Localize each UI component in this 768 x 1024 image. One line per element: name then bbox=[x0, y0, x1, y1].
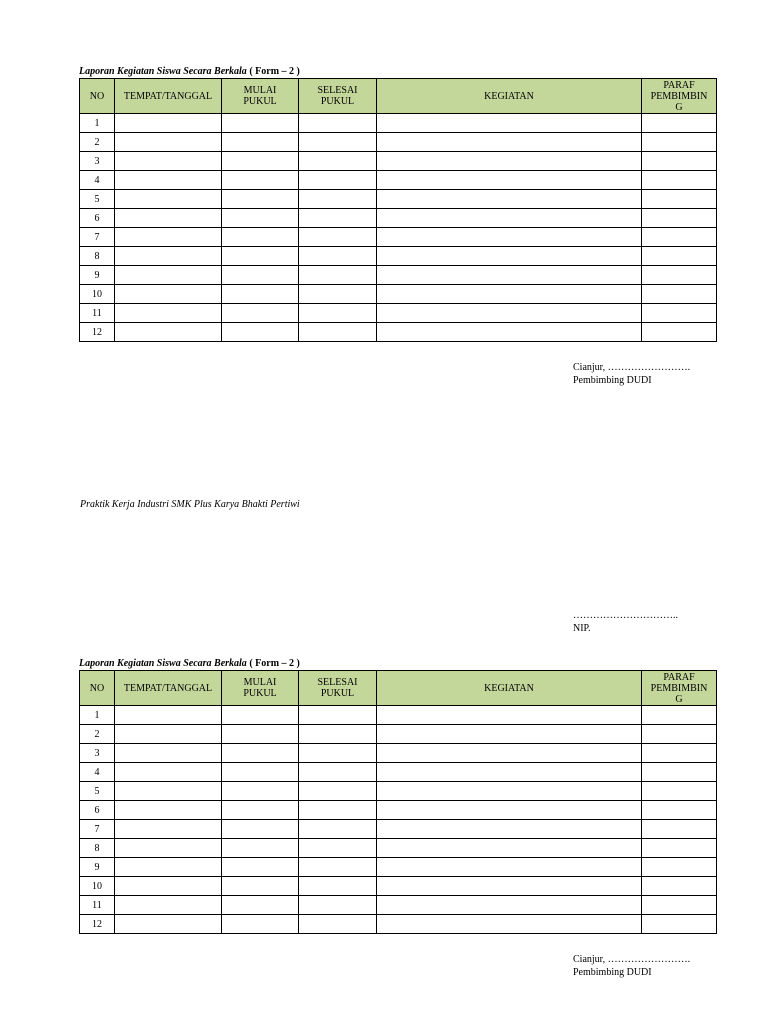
table-row bbox=[80, 266, 717, 285]
signature-name-line: ………………………….. bbox=[573, 610, 678, 621]
cell-kegiatan[interactable] bbox=[377, 247, 642, 266]
table-row bbox=[80, 877, 717, 896]
cell-tempat-tanggal[interactable] bbox=[115, 782, 222, 801]
footer-note: Praktik Kerja Industri SMK Plus Karya Bhakti Pertiwi bbox=[80, 499, 300, 510]
cell-no: 6 bbox=[80, 209, 115, 228]
cell-tempat-tanggal[interactable] bbox=[115, 763, 222, 782]
cell-kegiatan[interactable] bbox=[377, 801, 642, 820]
place-date-line: Cianjur, ……………………. bbox=[573, 954, 691, 965]
activity-table bbox=[79, 670, 717, 934]
cell-mulai-pukul[interactable] bbox=[222, 877, 299, 896]
cell-kegiatan[interactable] bbox=[377, 744, 642, 763]
cell-paraf[interactable] bbox=[642, 133, 717, 152]
cell-no: 5 bbox=[80, 782, 115, 801]
cell-no: 5 bbox=[80, 190, 115, 209]
cell-kegiatan[interactable] bbox=[377, 152, 642, 171]
cell-no: 4 bbox=[80, 763, 115, 782]
cell-paraf[interactable] bbox=[642, 114, 717, 133]
table-header-row bbox=[80, 671, 717, 706]
header-no: NO bbox=[80, 671, 115, 706]
table-row bbox=[80, 744, 717, 763]
cell-paraf[interactable] bbox=[642, 228, 717, 247]
header-kegiatan: KEGIATAN bbox=[377, 671, 642, 706]
cell-tempat-tanggal[interactable] bbox=[115, 323, 222, 342]
cell-kegiatan[interactable] bbox=[377, 285, 642, 304]
cell-selesai-pukul[interactable] bbox=[299, 285, 377, 304]
cell-tempat-tanggal[interactable] bbox=[115, 820, 222, 839]
cell-kegiatan[interactable] bbox=[377, 896, 642, 915]
cell-selesai-pukul[interactable] bbox=[299, 801, 377, 820]
cell-kegiatan[interactable] bbox=[377, 782, 642, 801]
cell-mulai-pukul[interactable] bbox=[222, 896, 299, 915]
cell-tempat-tanggal[interactable] bbox=[115, 858, 222, 877]
cell-mulai-pukul[interactable] bbox=[222, 725, 299, 744]
cell-paraf[interactable] bbox=[642, 171, 717, 190]
cell-selesai-pukul[interactable] bbox=[299, 839, 377, 858]
cell-kegiatan[interactable] bbox=[377, 877, 642, 896]
cell-tempat-tanggal[interactable] bbox=[115, 304, 222, 323]
cell-paraf[interactable] bbox=[642, 190, 717, 209]
cell-no: 9 bbox=[80, 858, 115, 877]
cell-paraf[interactable] bbox=[642, 877, 717, 896]
cell-mulai-pukul[interactable] bbox=[222, 763, 299, 782]
cell-tempat-tanggal[interactable] bbox=[115, 877, 222, 896]
cell-selesai-pukul[interactable] bbox=[299, 133, 377, 152]
cell-tempat-tanggal[interactable] bbox=[115, 190, 222, 209]
cell-no: 2 bbox=[80, 725, 115, 744]
cell-mulai-pukul[interactable] bbox=[222, 915, 299, 934]
cell-mulai-pukul[interactable] bbox=[222, 209, 299, 228]
header-selesai-pukul: SELESAI PUKUL bbox=[299, 79, 377, 114]
cell-paraf[interactable] bbox=[642, 209, 717, 228]
table-row bbox=[80, 915, 717, 934]
cell-selesai-pukul[interactable] bbox=[299, 171, 377, 190]
cell-mulai-pukul[interactable] bbox=[222, 285, 299, 304]
cell-tempat-tanggal[interactable] bbox=[115, 896, 222, 915]
cell-selesai-pukul[interactable] bbox=[299, 706, 377, 725]
cell-selesai-pukul[interactable] bbox=[299, 152, 377, 171]
cell-mulai-pukul[interactable] bbox=[222, 247, 299, 266]
form-section-1 bbox=[79, 66, 716, 342]
cell-no: 8 bbox=[80, 839, 115, 858]
cell-paraf[interactable] bbox=[642, 266, 717, 285]
cell-mulai-pukul[interactable] bbox=[222, 266, 299, 285]
cell-kegiatan[interactable] bbox=[377, 114, 642, 133]
cell-selesai-pukul[interactable] bbox=[299, 782, 377, 801]
cell-paraf[interactable] bbox=[642, 744, 717, 763]
cell-kegiatan[interactable] bbox=[377, 209, 642, 228]
table-header-row bbox=[80, 79, 717, 114]
cell-tempat-tanggal[interactable] bbox=[115, 915, 222, 934]
table-row bbox=[80, 820, 717, 839]
cell-tempat-tanggal[interactable] bbox=[115, 801, 222, 820]
cell-no: 11 bbox=[80, 304, 115, 323]
table-body bbox=[80, 114, 717, 342]
cell-tempat-tanggal[interactable] bbox=[115, 744, 222, 763]
cell-selesai-pukul[interactable] bbox=[299, 763, 377, 782]
header-mulai-pukul: MULAI PUKUL bbox=[222, 671, 299, 706]
cell-kegiatan[interactable] bbox=[377, 858, 642, 877]
table-row bbox=[80, 285, 717, 304]
cell-selesai-pukul[interactable] bbox=[299, 323, 377, 342]
cell-no: 7 bbox=[80, 820, 115, 839]
cell-no: 10 bbox=[80, 877, 115, 896]
cell-mulai-pukul[interactable] bbox=[222, 820, 299, 839]
cell-selesai-pukul[interactable] bbox=[299, 114, 377, 133]
cell-kegiatan[interactable] bbox=[377, 706, 642, 725]
cell-tempat-tanggal[interactable] bbox=[115, 839, 222, 858]
cell-selesai-pukul[interactable] bbox=[299, 896, 377, 915]
cell-tempat-tanggal[interactable] bbox=[115, 228, 222, 247]
table-row bbox=[80, 858, 717, 877]
cell-no: 12 bbox=[80, 915, 115, 934]
cell-tempat-tanggal[interactable] bbox=[115, 725, 222, 744]
cell-mulai-pukul[interactable] bbox=[222, 133, 299, 152]
cell-tempat-tanggal[interactable] bbox=[115, 171, 222, 190]
signature-name-block bbox=[573, 609, 678, 635]
cell-no: 6 bbox=[80, 801, 115, 820]
header-paraf-pembimbing: PARAF PEMBIMBIN G bbox=[642, 79, 717, 114]
cell-mulai-pukul[interactable] bbox=[222, 858, 299, 877]
cell-paraf[interactable] bbox=[642, 323, 717, 342]
cell-mulai-pukul[interactable] bbox=[222, 744, 299, 763]
cell-paraf[interactable] bbox=[642, 782, 717, 801]
cell-kegiatan[interactable] bbox=[377, 304, 642, 323]
cell-mulai-pukul[interactable] bbox=[222, 190, 299, 209]
table-row bbox=[80, 304, 717, 323]
cell-paraf[interactable] bbox=[642, 706, 717, 725]
table-row bbox=[80, 152, 717, 171]
supervisor-role: Pembimbing DUDI bbox=[573, 967, 652, 978]
cell-selesai-pukul[interactable] bbox=[299, 247, 377, 266]
supervisor-role: Pembimbing DUDI bbox=[573, 375, 652, 386]
cell-selesai-pukul[interactable] bbox=[299, 304, 377, 323]
cell-kegiatan[interactable] bbox=[377, 820, 642, 839]
cell-tempat-tanggal[interactable] bbox=[115, 152, 222, 171]
cell-no: 7 bbox=[80, 228, 115, 247]
table-row bbox=[80, 247, 717, 266]
cell-paraf[interactable] bbox=[642, 152, 717, 171]
cell-selesai-pukul[interactable] bbox=[299, 858, 377, 877]
cell-kegiatan[interactable] bbox=[377, 190, 642, 209]
cell-selesai-pukul[interactable] bbox=[299, 266, 377, 285]
cell-mulai-pukul[interactable] bbox=[222, 152, 299, 171]
table-row bbox=[80, 114, 717, 133]
cell-mulai-pukul[interactable] bbox=[222, 304, 299, 323]
cell-no: 11 bbox=[80, 896, 115, 915]
cell-selesai-pukul[interactable] bbox=[299, 820, 377, 839]
cell-kegiatan[interactable] bbox=[377, 228, 642, 247]
cell-tempat-tanggal[interactable] bbox=[115, 133, 222, 152]
cell-mulai-pukul[interactable] bbox=[222, 801, 299, 820]
cell-no: 2 bbox=[80, 133, 115, 152]
cell-selesai-pukul[interactable] bbox=[299, 228, 377, 247]
cell-kegiatan[interactable] bbox=[377, 323, 642, 342]
cell-no: 12 bbox=[80, 323, 115, 342]
cell-selesai-pukul[interactable] bbox=[299, 209, 377, 228]
cell-no: 10 bbox=[80, 285, 115, 304]
table-row bbox=[80, 839, 717, 858]
cell-kegiatan[interactable] bbox=[377, 763, 642, 782]
header-no: NO bbox=[80, 79, 115, 114]
cell-kegiatan[interactable] bbox=[377, 839, 642, 858]
header-paraf-pembimbing: PARAF PEMBIMBIN G bbox=[642, 671, 717, 706]
cell-mulai-pukul[interactable] bbox=[222, 839, 299, 858]
cell-selesai-pukul[interactable] bbox=[299, 744, 377, 763]
cell-tempat-tanggal[interactable] bbox=[115, 706, 222, 725]
table-row bbox=[80, 896, 717, 915]
cell-tempat-tanggal[interactable] bbox=[115, 266, 222, 285]
cell-paraf[interactable] bbox=[642, 304, 717, 323]
cell-mulai-pukul[interactable] bbox=[222, 171, 299, 190]
nip-label: NIP. bbox=[573, 623, 591, 634]
cell-paraf[interactable] bbox=[642, 915, 717, 934]
form-title: Laporan Kegiatan Siswa Secara Berkala ( Form – 2 ) bbox=[79, 66, 300, 77]
form-title: Laporan Kegiatan Siswa Secara Berkala ( Form – 2 ) bbox=[79, 658, 300, 669]
place-date-line: Cianjur, ……………………. bbox=[573, 362, 691, 373]
table-row bbox=[80, 171, 717, 190]
header-tempat-tanggal: TEMPAT/TANGGAL bbox=[115, 79, 222, 114]
cell-paraf[interactable] bbox=[642, 763, 717, 782]
cell-mulai-pukul[interactable] bbox=[222, 706, 299, 725]
table-row bbox=[80, 133, 717, 152]
cell-mulai-pukul[interactable] bbox=[222, 323, 299, 342]
header-mulai-pukul: MULAI PUKUL bbox=[222, 79, 299, 114]
table-row bbox=[80, 782, 717, 801]
cell-kegiatan[interactable] bbox=[377, 266, 642, 285]
cell-no: 3 bbox=[80, 152, 115, 171]
cell-tempat-tanggal[interactable] bbox=[115, 209, 222, 228]
table-row bbox=[80, 228, 717, 247]
cell-paraf[interactable] bbox=[642, 896, 717, 915]
cell-no: 3 bbox=[80, 744, 115, 763]
cell-no: 4 bbox=[80, 171, 115, 190]
cell-selesai-pukul[interactable] bbox=[299, 915, 377, 934]
header-kegiatan: KEGIATAN bbox=[377, 79, 642, 114]
activity-table bbox=[79, 78, 717, 342]
cell-no: 9 bbox=[80, 266, 115, 285]
cell-mulai-pukul[interactable] bbox=[222, 228, 299, 247]
cell-mulai-pukul[interactable] bbox=[222, 114, 299, 133]
cell-selesai-pukul[interactable] bbox=[299, 190, 377, 209]
table-row bbox=[80, 190, 717, 209]
cell-kegiatan[interactable] bbox=[377, 915, 642, 934]
cell-tempat-tanggal[interactable] bbox=[115, 285, 222, 304]
cell-paraf[interactable] bbox=[642, 858, 717, 877]
cell-selesai-pukul[interactable] bbox=[299, 877, 377, 896]
header-selesai-pukul: SELESAI PUKUL bbox=[299, 671, 377, 706]
table-row bbox=[80, 763, 717, 782]
signature-block-1 bbox=[573, 361, 690, 387]
cell-kegiatan[interactable] bbox=[377, 725, 642, 744]
cell-mulai-pukul[interactable] bbox=[222, 782, 299, 801]
header-tempat-tanggal: TEMPAT/TANGGAL bbox=[115, 671, 222, 706]
cell-kegiatan[interactable] bbox=[377, 171, 642, 190]
cell-kegiatan[interactable] bbox=[377, 133, 642, 152]
cell-tempat-tanggal[interactable] bbox=[115, 247, 222, 266]
cell-no: 8 bbox=[80, 247, 115, 266]
table-body bbox=[80, 706, 717, 934]
table-row bbox=[80, 706, 717, 725]
form-section-2 bbox=[79, 658, 716, 934]
cell-no: 1 bbox=[80, 114, 115, 133]
cell-paraf[interactable] bbox=[642, 820, 717, 839]
cell-tempat-tanggal[interactable] bbox=[115, 114, 222, 133]
cell-paraf[interactable] bbox=[642, 285, 717, 304]
cell-selesai-pukul[interactable] bbox=[299, 725, 377, 744]
table-row bbox=[80, 209, 717, 228]
table-row bbox=[80, 323, 717, 342]
cell-paraf[interactable] bbox=[642, 247, 717, 266]
table-row bbox=[80, 801, 717, 820]
signature-block-2 bbox=[573, 953, 690, 979]
cell-no: 1 bbox=[80, 706, 115, 725]
cell-paraf[interactable] bbox=[642, 801, 717, 820]
table-row bbox=[80, 725, 717, 744]
cell-paraf[interactable] bbox=[642, 839, 717, 858]
cell-paraf[interactable] bbox=[642, 725, 717, 744]
